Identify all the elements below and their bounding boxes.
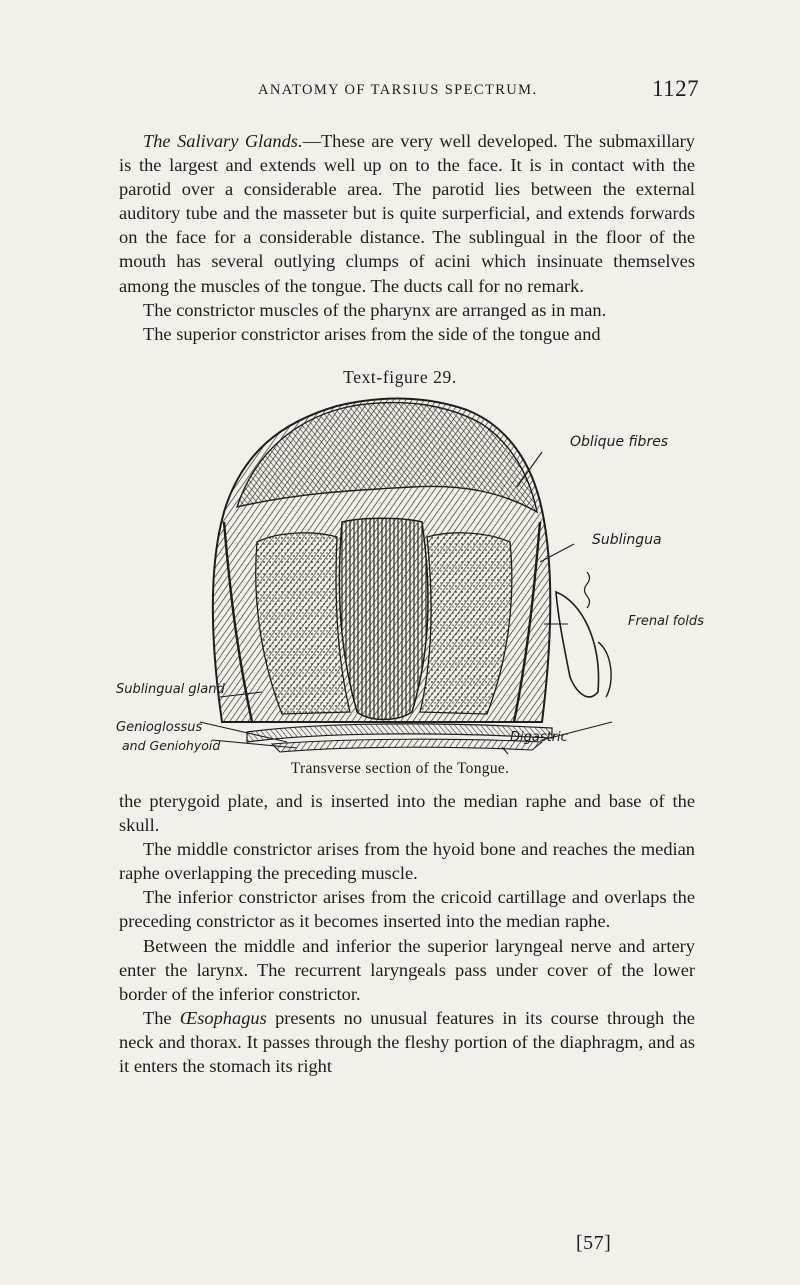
label-genioglossus: Genioglossus [116, 720, 203, 735]
digastric-band [272, 739, 542, 752]
figure-caption: Transverse section of the Tongue. [290, 760, 510, 777]
tongue-section-figure [112, 392, 718, 786]
label-geniohyoid: and Geniohyoid [122, 738, 221, 753]
median-septum [339, 518, 428, 719]
label-sublingual-gland: Sublingual gland [116, 682, 225, 697]
page-header [0, 76, 800, 106]
paragraph-superior-constrictor-start: The superior constrictor arises from the side of the tongue and [143, 323, 601, 344]
paragraph-inferior-constrictor: The inferior constrictor arises from the cricoid cartillage and overlaps the preceding constrictor as it becomes inserted into the median raphe. [119, 887, 695, 932]
label-oblique-fibres: Oblique fibres [570, 434, 669, 450]
section-heading-salivary-glands: The Salivary Glands. [143, 131, 303, 151]
paragraph-salivary-glands [119, 129, 695, 298]
text-block-bottom [119, 789, 695, 1078]
frenal-fold [556, 592, 599, 697]
text-block-top [119, 129, 695, 346]
label-sublingua: Sublingua [592, 532, 662, 548]
paragraph-laryngeal-nerve: Between the middle and inferior the superior laryngeal nerve and artery enter the larynx. The recurrent laryngeals pass under cover of the lower border of the inferior constrictor. [119, 935, 695, 1004]
label-frenal-folds: Frenal folds [628, 614, 704, 629]
paragraph-middle-constrictor: The middle constrictor arises from the hyoid bone and reaches the median raphe overlapping the preceding muscle. [119, 839, 695, 884]
paragraph-constrictor-muscles: The constrictor muscles of the pharynx are arranged as in man. [143, 299, 607, 320]
label-digastric: Digastric [510, 730, 568, 745]
paragraph-oesophagus: The Œsophagus presents no unusual features in its course through the neck and thorax. It passes through the fleshy portion of the diaphragm, and as it enters the stomach its right [119, 1007, 695, 1077]
term-oesophagus: Œsophagus [179, 1007, 267, 1028]
page-number: 1127 [652, 76, 700, 101]
paragraph-salivary-text: —These are very well developed. The submaxillary is the largest and extends well up on to the face. It is in contact with the parotid over a considerable area. The parotid lies between the external auditory tube and the masseter but is quite surperficial, and extends forwards on the face for a considerable distance. The sublingual in the floor of the mouth has several outlying clumps of acini which insinuate themselves among the muscles of the tongue. The ducts call for no remark. [119, 131, 695, 296]
figure-title: Text-figure 29. [343, 367, 457, 387]
running-title: ANATOMY OF TARSIUS SPECTRUM. [258, 82, 538, 98]
paragraph-pterygoid: the pterygoid plate, and is inserted into the median raphe and base of the skull. [119, 791, 695, 836]
signature-mark: [57] [576, 1232, 612, 1254]
